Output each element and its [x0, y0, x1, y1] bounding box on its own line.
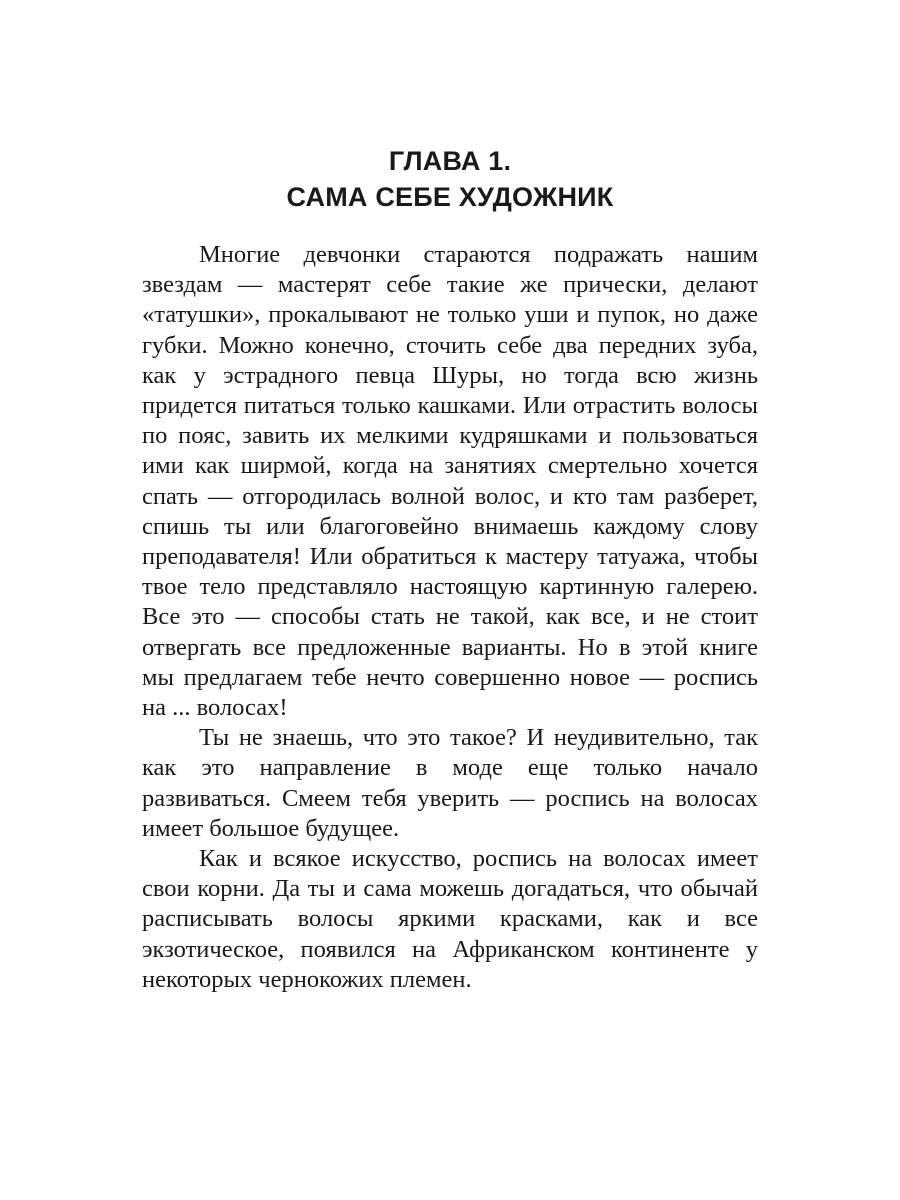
paragraph: Многие девчонки стараются подражать нашим звездам — мастерят себе такие же прически, делают «татушки», прокалывают не только уши и пупок, но даже губки. Можно конечно, сточить себе два передних зуба, как у эстрадного певца Шуры, но тогда всю жизнь придется питаться только кашками. Или отрастить волосы по пояс, завить их мелкими кудряшками и пользоваться ими как ширмой, когда на занятиях смертельно хочется спать — отгородилась волной волос, и кто там разберет, спишь ты или благоговейно внимаешь каждому слову преподавателя! Или обратиться к мастеру татуажа, чтобы твое тело представляло настоящую картинную галерею. Все это — способы стать не такой, как все, и не стоит отвергать все предложенные варианты. Но в этой книге мы предлагаем тебе нечто совершенно новое — роспись на ... волосах! [142, 241, 758, 722]
chapter-body [142, 240, 758, 995]
chapter-title: САМА СЕБЕ ХУДОЖНИК [286, 182, 614, 212]
paragraph: Ты не знаешь, что это такое? И неудивительно, так как это направление в моде еще только начало развиваться. Смеем тебя уверить — роспись на волосах имеет большое будущее. [142, 724, 758, 842]
chapter-number: ГЛАВА 1. [388, 146, 512, 176]
chapter-heading [142, 143, 758, 215]
paragraph: Как и всякое искусство, роспись на волосах имеет свои корни. Да ты и сама можешь догадаться, что обычай расписывать волосы яркими красками, как и все экзотическое, появился на Африканском континенте у некоторых чернокожих племен. [142, 845, 758, 993]
